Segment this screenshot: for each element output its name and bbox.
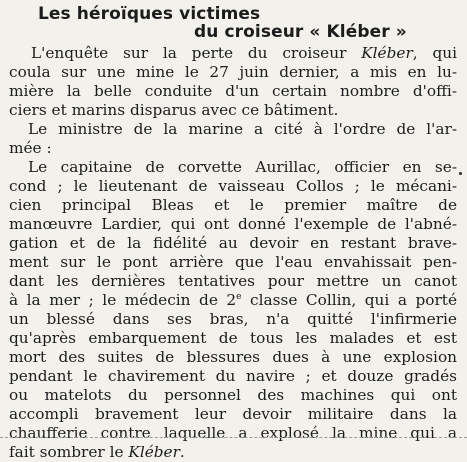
headline-line-1: Les héroïques victimes: [38, 4, 261, 24]
article-line: qu'après embarquement de tous les malades et est: [9, 329, 457, 347]
article-line: mière la belle conduite d'un certain nombre d'offi-: [9, 82, 457, 100]
article-body: [9, 44, 457, 462]
article-line: Le ministre de la marine a cité à l'ordre de l'ar-: [28, 120, 457, 138]
article-line: pendant le chavirement du navire ; et douze gradés: [9, 367, 457, 385]
article-line: gation et de la fidélité au devoir en restant brave-: [9, 234, 457, 252]
article-line: manœuvre Lardier, qui ont donné l'exemple de l'abné-: [9, 215, 457, 233]
article-line: fait sombrer le Kléber.: [9, 443, 185, 461]
article-line: cien principal Bleas et le premier maître de: [9, 196, 457, 214]
headline-line-2: du croiseur « Kléber »: [194, 22, 407, 42]
ship-name: Kléber: [361, 44, 413, 62]
article-line: coula sur une mine le 27 juin dernier, a mis en lu-: [9, 63, 457, 81]
article-line: ment sur le pont arrière que l'eau envahissait pen-: [9, 253, 457, 271]
article-line: dant les dernières tentatives pour mettre un canot: [9, 272, 457, 290]
article-line: ciers et marins disparus avec ce bâtiment.: [9, 101, 339, 119]
article-line: chaufferie contre laquelle a explosé la mine qui a: [9, 424, 457, 442]
article-line: à la mer ; le médecin de 2e classe Collin, qui a porté: [9, 291, 457, 309]
article-line: Le capitaine de corvette Aurillac, officier en se-: [28, 158, 457, 176]
print-speck: [459, 172, 462, 175]
article-line: mée :: [9, 139, 52, 157]
article-line: accompli bravement leur devoir militaire dans la: [9, 405, 457, 423]
article-line: ou matelots du personnel des machines qui ont: [9, 386, 457, 404]
ship-name: Kléber: [128, 443, 180, 461]
bottom-divider: [0, 437, 467, 440]
article-line: cond ; le lieutenant de vaisseau Collos ; le mécani-: [9, 177, 457, 195]
article-line: mort des suites de blessures dues à une explosion: [9, 348, 457, 366]
article-line: L'enquête sur la perte du croiseur Kléber, qui: [31, 44, 457, 62]
article-line: un blessé dans ses bras, n'a quitté l'infirmerie: [9, 310, 457, 328]
